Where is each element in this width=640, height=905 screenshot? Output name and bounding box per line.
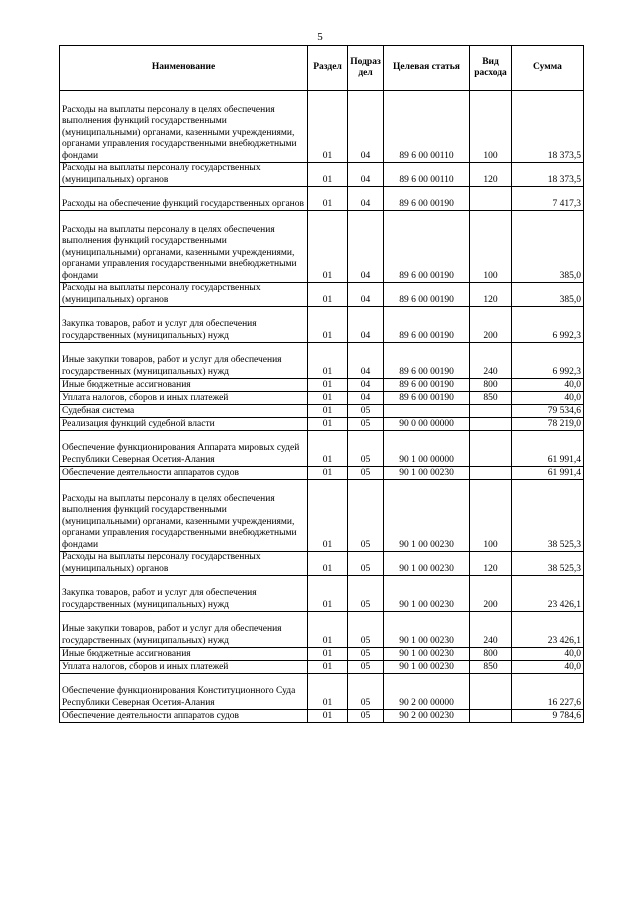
row-section: 01 [308, 648, 348, 661]
row-sum: 23 426,1 [512, 612, 584, 648]
row-section: 01 [308, 392, 348, 405]
row-section: 01 [308, 283, 348, 307]
row-subsection: 05 [348, 405, 384, 418]
row-subsection: 05 [348, 552, 384, 576]
row-subsection: 05 [348, 674, 384, 710]
table-row [60, 405, 584, 418]
row-subsection: 04 [348, 283, 384, 307]
table-row [60, 307, 584, 343]
row-section: 01 [308, 710, 348, 723]
table-row [60, 91, 584, 163]
row-subsection: 04 [348, 379, 384, 392]
row-section: 01 [308, 552, 348, 576]
row-name: Иные закупки товаров, работ и услуг для обеспечения государственных (муниципальных) нужд [60, 343, 308, 379]
row-sum: 78 219,0 [512, 418, 584, 431]
row-expense-type [470, 187, 512, 211]
row-sum: 385,0 [512, 283, 584, 307]
row-target: 90 1 00 00230 [384, 612, 470, 648]
row-expense-type [470, 674, 512, 710]
row-expense-type: 850 [470, 392, 512, 405]
row-target: 89 6 00 00110 [384, 163, 470, 187]
row-target: 90 2 00 00000 [384, 674, 470, 710]
row-target: 89 6 00 00190 [384, 307, 470, 343]
row-sum: 61 991,4 [512, 431, 584, 467]
row-subsection: 05 [348, 612, 384, 648]
row-section: 01 [308, 674, 348, 710]
row-target: 90 1 00 00230 [384, 661, 470, 674]
row-sum: 40,0 [512, 648, 584, 661]
row-target [384, 405, 470, 418]
row-name: Уплата налогов, сборов и иных платежей [60, 661, 308, 674]
row-section: 01 [308, 467, 348, 480]
row-section: 01 [308, 91, 348, 163]
row-target: 90 1 00 00230 [384, 552, 470, 576]
row-expense-type: 240 [470, 343, 512, 379]
row-subsection: 04 [348, 91, 384, 163]
row-name: Уплата налогов, сборов и иных платежей [60, 392, 308, 405]
header-sum: Сумма [512, 46, 584, 91]
row-name: Обеспечение деятельности аппаратов судов [60, 710, 308, 723]
table-row [60, 431, 584, 467]
row-expense-type: 850 [470, 661, 512, 674]
row-name: Расходы на обеспечение функций государственных органов [60, 187, 308, 211]
row-section: 01 [308, 405, 348, 418]
row-target: 89 6 00 00190 [384, 187, 470, 211]
table-body [60, 91, 584, 723]
row-expense-type [470, 710, 512, 723]
row-expense-type: 100 [470, 480, 512, 552]
row-section: 01 [308, 379, 348, 392]
row-target: 89 6 00 00190 [384, 343, 470, 379]
row-subsection: 04 [348, 307, 384, 343]
row-subsection: 04 [348, 187, 384, 211]
row-sum: 385,0 [512, 211, 584, 283]
row-expense-type: 200 [470, 576, 512, 612]
row-name: Реализация функций судебной власти [60, 418, 308, 431]
row-name: Расходы на выплаты персоналу в целях обеспечения выполнения функций государственными (муниципальными) органами, казенными учреждениями, органами управления государственными внебюджетными фондами [60, 91, 308, 163]
row-sum: 38 525,3 [512, 552, 584, 576]
table-row [60, 648, 584, 661]
header-expense-type: Вид расхода [470, 46, 512, 91]
header-subsection: Подраз дел [348, 46, 384, 91]
row-sum: 9 784,6 [512, 710, 584, 723]
table-row [60, 552, 584, 576]
row-sum: 6 992,3 [512, 343, 584, 379]
row-section: 01 [308, 661, 348, 674]
table-row [60, 612, 584, 648]
row-name: Иные бюджетные ассигнования [60, 379, 308, 392]
row-expense-type: 120 [470, 552, 512, 576]
row-name: Иные бюджетные ассигнования [60, 648, 308, 661]
row-section: 01 [308, 187, 348, 211]
row-subsection: 05 [348, 418, 384, 431]
row-sum: 38 525,3 [512, 480, 584, 552]
row-sum: 40,0 [512, 379, 584, 392]
table-row [60, 187, 584, 211]
row-expense-type: 800 [470, 379, 512, 392]
row-section: 01 [308, 418, 348, 431]
row-sum: 79 534,6 [512, 405, 584, 418]
row-target: 90 1 00 00230 [384, 576, 470, 612]
row-target: 90 2 00 00230 [384, 710, 470, 723]
table-row [60, 710, 584, 723]
table-row [60, 480, 584, 552]
row-target: 89 6 00 00190 [384, 392, 470, 405]
row-target: 89 6 00 00190 [384, 283, 470, 307]
page-number: 5 [317, 31, 323, 43]
row-subsection: 05 [348, 710, 384, 723]
row-section: 01 [308, 307, 348, 343]
row-name: Обеспечение функционирования Конституционного Суда Республики Северная Осетия-Алания [60, 674, 308, 710]
row-expense-type: 800 [470, 648, 512, 661]
row-expense-type: 200 [470, 307, 512, 343]
row-target: 90 1 00 00230 [384, 467, 470, 480]
row-name: Иные закупки товаров, работ и услуг для обеспечения государственных (муниципальных) нужд [60, 612, 308, 648]
row-target: 90 0 00 00000 [384, 418, 470, 431]
row-name: Судебная система [60, 405, 308, 418]
row-sum: 16 227,6 [512, 674, 584, 710]
row-sum: 18 373,5 [512, 163, 584, 187]
row-section: 01 [308, 343, 348, 379]
row-subsection: 04 [348, 392, 384, 405]
row-subsection: 05 [348, 661, 384, 674]
row-name: Обеспечение деятельности аппаратов судов [60, 467, 308, 480]
header-target: Целевая статья [384, 46, 470, 91]
row-expense-type [470, 431, 512, 467]
header-section: Раздел [308, 46, 348, 91]
row-subsection: 04 [348, 343, 384, 379]
table-row [60, 343, 584, 379]
row-subsection: 05 [348, 467, 384, 480]
table-header-row [60, 46, 584, 91]
table-row [60, 392, 584, 405]
row-sum: 61 991,4 [512, 467, 584, 480]
table-row [60, 283, 584, 307]
row-expense-type: 100 [470, 211, 512, 283]
table-row [60, 418, 584, 431]
row-name: Закупка товаров, работ и услуг для обеспечения государственных (муниципальных) нужд [60, 576, 308, 612]
row-subsection: 05 [348, 576, 384, 612]
row-target: 90 1 00 00230 [384, 648, 470, 661]
row-sum: 40,0 [512, 661, 584, 674]
row-name: Расходы на выплаты персоналу государственных (муниципальных) органов [60, 163, 308, 187]
row-target: 90 1 00 00230 [384, 480, 470, 552]
row-target: 89 6 00 00190 [384, 211, 470, 283]
row-section: 01 [308, 163, 348, 187]
row-expense-type: 120 [470, 163, 512, 187]
row-sum: 40,0 [512, 392, 584, 405]
row-name: Обеспечение функционирования Аппарата мировых судей Республики Северная Осетия-Алания [60, 431, 308, 467]
row-expense-type [470, 418, 512, 431]
row-expense-type [470, 467, 512, 480]
row-section: 01 [308, 211, 348, 283]
row-section: 01 [308, 431, 348, 467]
row-section: 01 [308, 612, 348, 648]
row-subsection: 04 [348, 163, 384, 187]
row-target: 89 6 00 00110 [384, 91, 470, 163]
row-subsection: 05 [348, 648, 384, 661]
table-row [60, 467, 584, 480]
row-subsection: 05 [348, 431, 384, 467]
table-row [60, 661, 584, 674]
row-sum: 6 992,3 [512, 307, 584, 343]
budget-table [59, 45, 584, 723]
row-section: 01 [308, 480, 348, 552]
row-name: Закупка товаров, работ и услуг для обеспечения государственных (муниципальных) нужд [60, 307, 308, 343]
table-row [60, 211, 584, 283]
row-section: 01 [308, 576, 348, 612]
row-name: Расходы на выплаты персоналу в целях обеспечения выполнения функций государственными (муниципальными) органами, казенными учреждениями, органами управления государственными внебюджетными фондами [60, 480, 308, 552]
row-target: 89 6 00 00190 [384, 379, 470, 392]
row-target: 90 1 00 00000 [384, 431, 470, 467]
row-name: Расходы на выплаты персоналу в целях обеспечения выполнения функций государственными (муниципальными) органами, казенными учреждениями, органами управления государственными внебюджетными фондами [60, 211, 308, 283]
row-expense-type: 120 [470, 283, 512, 307]
table-row [60, 379, 584, 392]
row-name: Расходы на выплаты персоналу государственных (муниципальных) органов [60, 283, 308, 307]
row-expense-type [470, 405, 512, 418]
table-row [60, 674, 584, 710]
row-name: Расходы на выплаты персоналу государственных (муниципальных) органов [60, 552, 308, 576]
row-subsection: 04 [348, 211, 384, 283]
row-sum: 18 373,5 [512, 91, 584, 163]
row-sum: 23 426,1 [512, 576, 584, 612]
header-name: Наименование [60, 46, 308, 91]
row-expense-type: 100 [470, 91, 512, 163]
row-sum: 7 417,3 [512, 187, 584, 211]
row-subsection: 05 [348, 480, 384, 552]
table-row [60, 576, 584, 612]
row-expense-type: 240 [470, 612, 512, 648]
table-row [60, 163, 584, 187]
